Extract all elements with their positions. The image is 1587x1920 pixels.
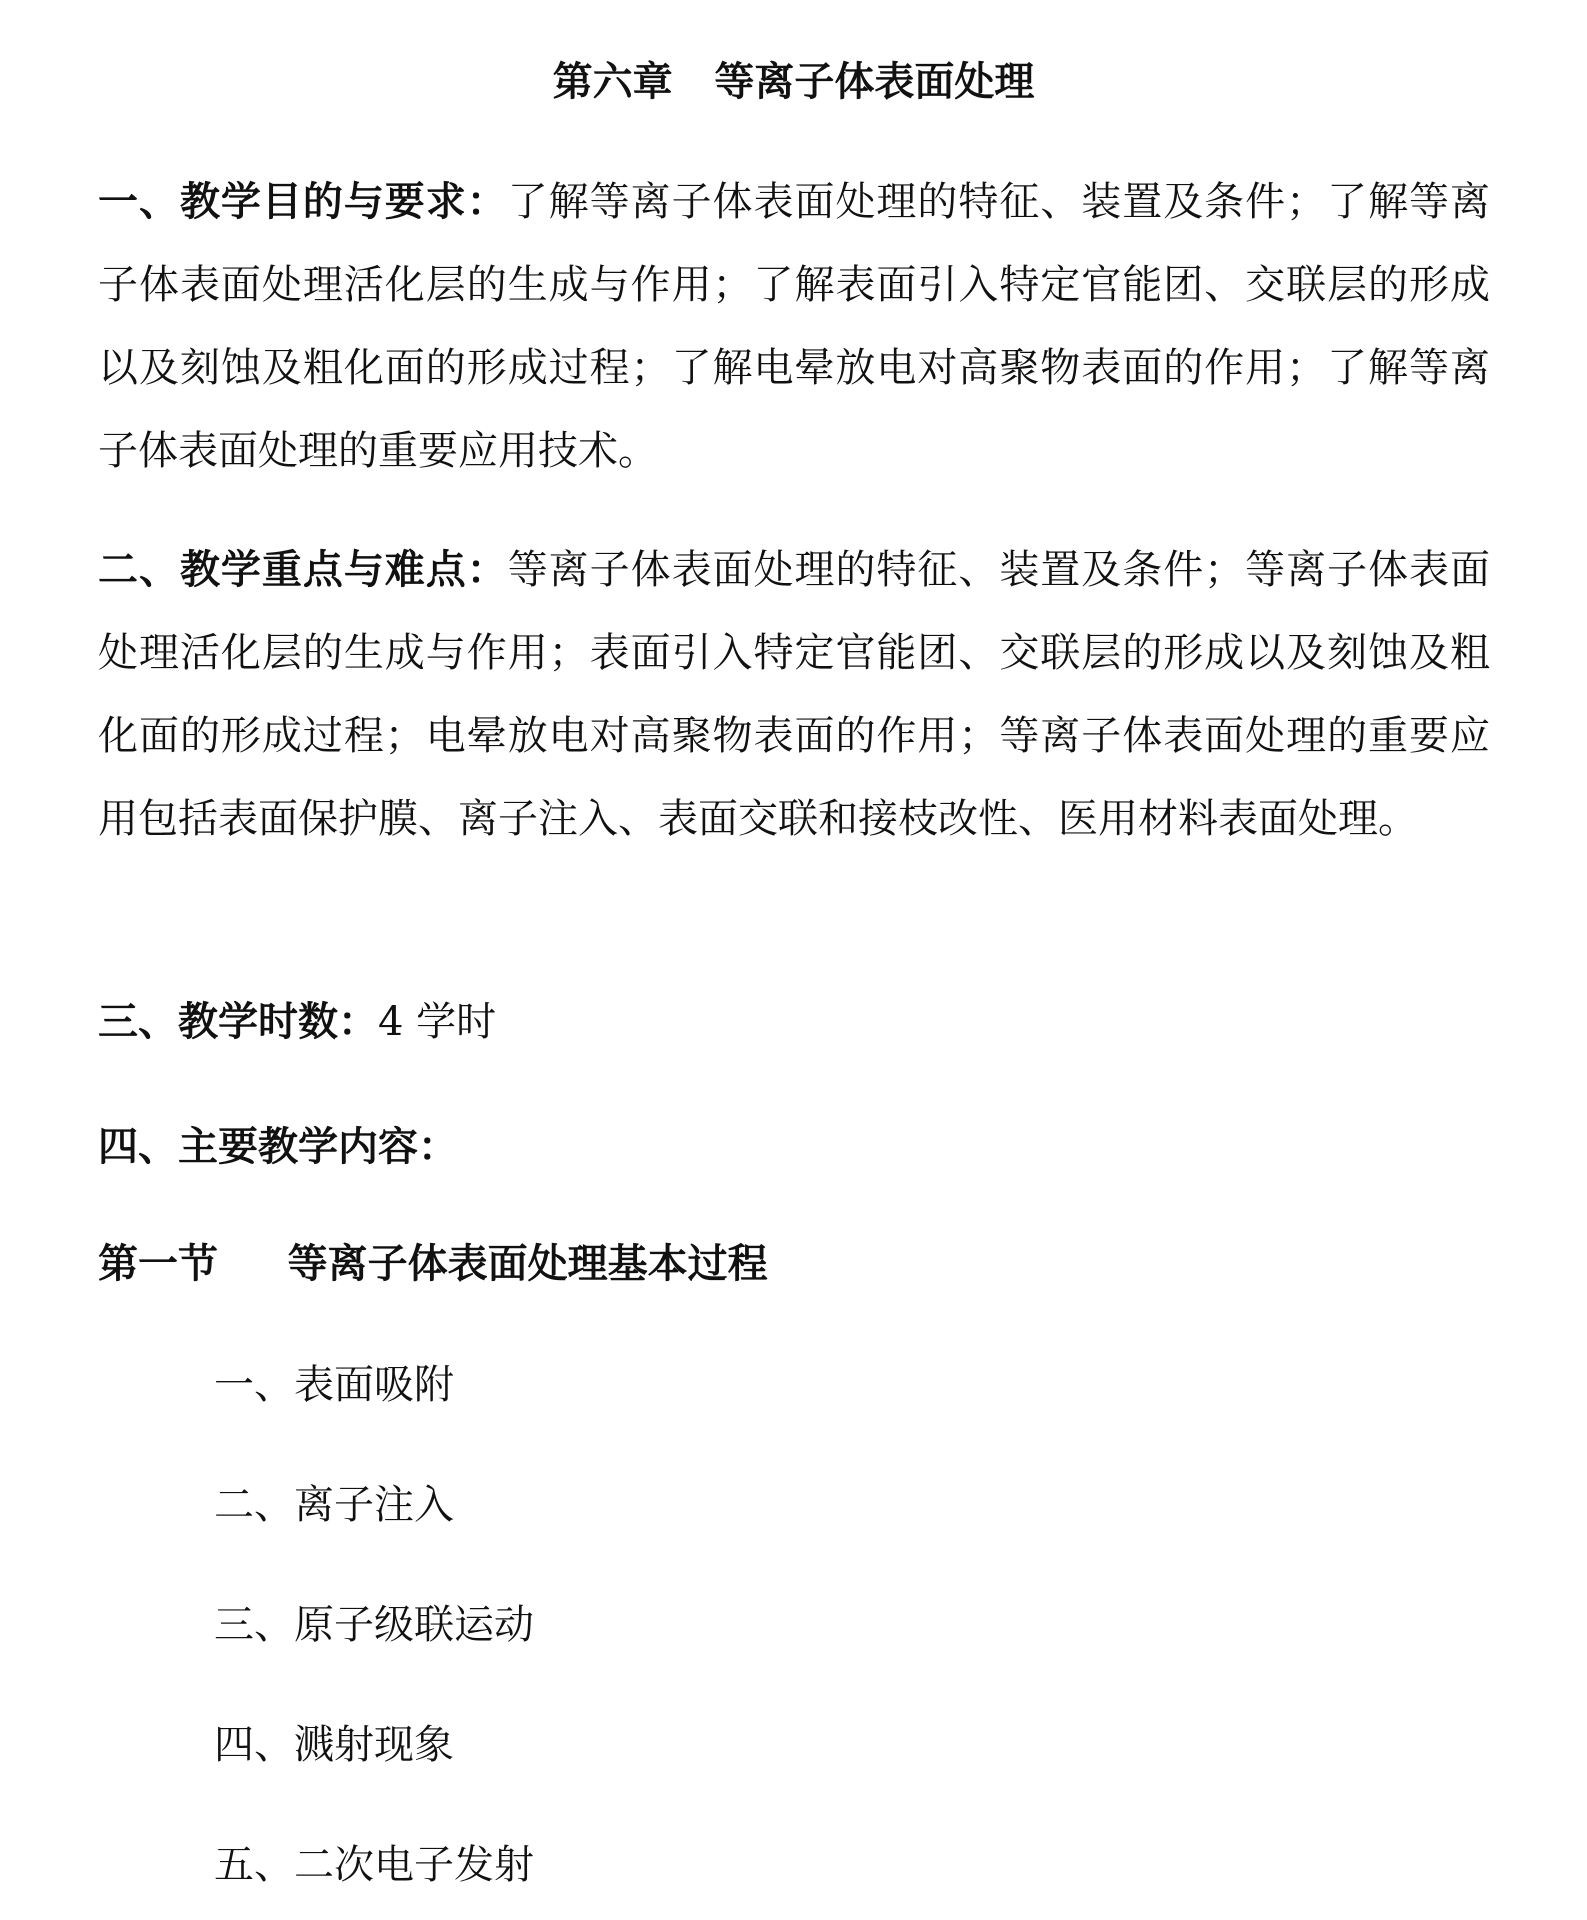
list-item: 一、表面吸附 [214,1362,454,1408]
chapter-title: 第六章 等离子体表面处理 [552,58,1035,105]
list-item: 三、原子级联运动 [214,1602,534,1648]
key-points-paragraph [98,528,1490,861]
objectives-heading: 一、教学目的与要求： [98,178,508,225]
teaching-hours-body: 4 学时 [378,999,497,1045]
section-1-title: 第一节 等离子体表面处理基本过程 [98,1240,768,1287]
main-content-heading [98,1117,458,1177]
list-item: 二、离子注入 [214,1482,454,1528]
objectives-body: 了解等离子体表面处理的特征、装置及条件；了解等离子体表面处理活化层的生成与作用；了解表面引入特定官能团、交联层的形成以及刻蚀及粗化面的形成过程；了解电晕放电对高聚物表面的作用；了解等离子体表面处理的重要应用技术。 [98,179,1491,474]
objectives-paragraph [98,160,1490,493]
list-item: 五、二次电子发射 [214,1842,534,1888]
key-points-heading: 二、教学重点与难点： [98,546,508,593]
teaching-hours-heading: 三、教学时数： [98,998,378,1045]
list-item: 四、溅射现象 [214,1722,454,1768]
main-content-heading-text: 四、主要教学内容： [98,1123,458,1170]
key-points-body: 等离子体表面处理的特征、装置及条件；等离子体表面处理活化层的生成与作用；表面引入特定官能团、交联层的形成以及刻蚀及粗化面的形成过程；电晕放电对高聚物表面的作用；等离子体表面处理的重要应用包括表面保护膜、离子注入、表面交联和接枝改性、医用材料表面处理。 [98,547,1491,842]
teaching-hours-paragraph [98,980,1490,1064]
